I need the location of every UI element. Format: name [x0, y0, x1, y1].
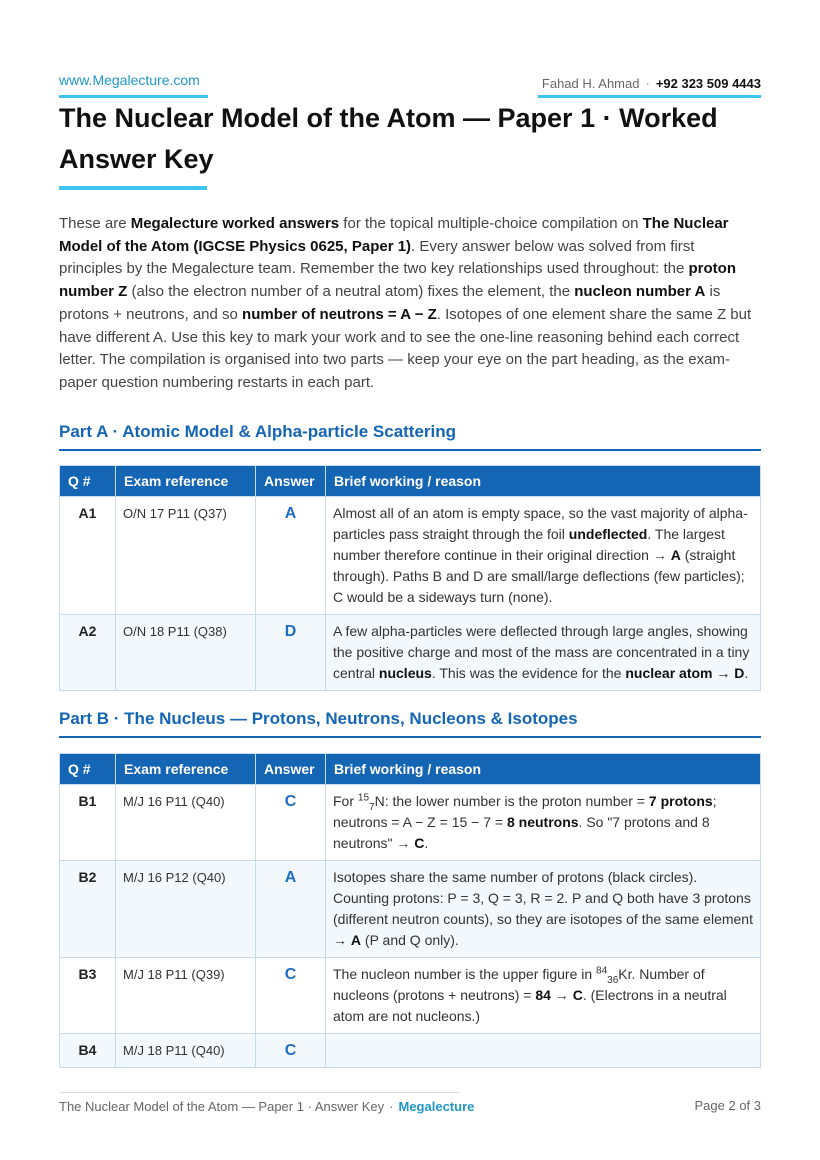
intro-text: . Every answer below was solved from first principles by the Megalecture team. Remember the two key relationships used throughout: the	[59, 237, 695, 278]
col-header-q: Q #	[60, 466, 116, 497]
nucleon-superscript: 84	[596, 965, 608, 977]
part-b-table	[59, 753, 761, 1068]
reason-text: A few alpha-particles were deflected through large angles, showing the positive charge and most of the mass are concentrated in a tiny central	[333, 623, 750, 681]
reason-text: For	[333, 793, 358, 809]
reason-bold: undeflected	[568, 526, 648, 542]
question-number: B3	[60, 958, 116, 1034]
col-header-reason: Brief working / reason	[326, 466, 761, 497]
question-number: B1	[60, 785, 116, 861]
intro-bold: Megalecture worked answers	[130, 215, 340, 232]
part-a-heading: Part A · Atomic Model & Alpha-particle Scattering	[59, 422, 761, 451]
intro-bold: number of neutrons = A − Z	[242, 305, 437, 323]
footer-separator: ·	[389, 1099, 394, 1114]
col-header-ref: Exam reference	[116, 466, 256, 497]
footer-doc-info	[59, 1099, 474, 1114]
col-header-ref: Exam reference	[116, 754, 256, 785]
reason-cell	[326, 785, 761, 861]
reason-cell	[326, 958, 761, 1034]
table-row	[60, 958, 761, 1034]
reason-bold: 8 neutrons	[506, 814, 579, 830]
reason-text: (straight through). Paths B and D are small/large deflections (few particles); C would be a sideways turn (none).	[333, 547, 745, 605]
answer-letter: C	[256, 1034, 326, 1068]
proton-subscript: 7	[369, 801, 375, 813]
reason-cell	[326, 1034, 761, 1068]
table-header-row	[60, 754, 761, 785]
table-row	[60, 615, 761, 691]
intro-bold: proton number Z	[59, 260, 736, 301]
table-row	[60, 497, 761, 615]
reason-text: Almost all of an atom is empty space, so the vast majority of alpha-particles pass straight through the foil	[333, 505, 748, 542]
intro-paragraph	[59, 213, 761, 395]
reason-text: . So "7 protons and 8 neutrons" →	[333, 814, 710, 851]
reason-text: .	[424, 835, 429, 851]
question-number: A2	[60, 615, 116, 691]
contact-separator: ·	[645, 76, 650, 91]
reason-bold: C	[572, 987, 583, 1003]
reason-text: (P and Q only).	[361, 932, 459, 948]
reason-text: Kr. Number of nucleons (protons + neutrons) =	[333, 966, 705, 1003]
reason-text: Isotopes share the same number of protons (black circles). Counting protons: P = 3, Q = 3, R = 2. P and Q both have 3 protons (different neutron counts), so they are isotopes of the same element →	[333, 869, 753, 948]
footer-doc-title: The Nuclear Model of the Atom — Paper 1 · Answer Key	[59, 1099, 385, 1114]
reason-bold: 7 protons	[648, 793, 713, 809]
table-header-row	[60, 466, 761, 497]
footer-divider	[59, 1092, 459, 1093]
part-b-heading: Part B · The Nucleus — Protons, Neutrons, Nucleons & Isotopes	[59, 709, 761, 738]
reason-bold: A	[670, 547, 681, 563]
intro-bold: The Nuclear Model of the Atom (IGCSE Physics 0625, Paper 1)	[59, 215, 729, 255]
title-underline	[59, 186, 207, 190]
exam-reference: O/N 18 P11 (Q38)	[116, 615, 256, 691]
col-header-answer: Answer	[256, 466, 326, 497]
exam-reference: M/J 16 P12 (Q40)	[116, 861, 256, 958]
reason-text: The nucleon number is the upper figure in	[333, 966, 597, 982]
col-header-q: Q #	[60, 754, 116, 785]
answer-letter: A	[256, 861, 326, 958]
reason-text: . The largest number therefore continue in their original direction →	[333, 526, 725, 563]
site-link[interactable]: www.Megalecture.com	[59, 72, 200, 88]
reason-text: .	[744, 665, 749, 681]
answer-letter: C	[256, 958, 326, 1034]
page-title: The Nuclear Model of the Atom — Paper 1 · Worked Answer Key	[59, 103, 718, 174]
phone-number: +92 323 509 4443	[655, 76, 761, 91]
reason-cell	[326, 615, 761, 691]
intro-text: for the topical multiple-choice compilation on	[339, 215, 643, 232]
intro-text: (also the electron number of a neutral atom) fixes the element, the	[127, 283, 575, 301]
intro-text: is protons + neutrons, and so	[59, 283, 721, 323]
question-number: B2	[60, 861, 116, 958]
question-number: B4	[60, 1034, 116, 1068]
reason-bold: nuclear atom → D	[625, 665, 745, 681]
reason-cell	[326, 497, 761, 615]
part-a-table	[59, 465, 761, 691]
intro-bold: nucleon number A	[574, 283, 706, 301]
nucleon-superscript: 15	[357, 792, 370, 804]
reason-bold: 84	[535, 987, 551, 1003]
reason-cell	[326, 861, 761, 958]
answer-letter: D	[256, 615, 326, 691]
question-number: A1	[60, 497, 116, 615]
col-header-answer: Answer	[256, 754, 326, 785]
intro-text: . Isotopes of one element share the same Z but have different A. Use this key to mark your work and to see the one-line reasoning behind each correct letter. The compilation is organised into two parts — keep your eye on the part heading, as the exam-paper question numbering restarts in each part.	[59, 305, 752, 391]
table-row	[60, 861, 761, 958]
answer-letter: A	[256, 497, 326, 615]
reason-bold: C	[414, 835, 425, 851]
reason-text: . (Electrons in a neutral atom are not nucleons.)	[333, 987, 727, 1024]
table-row	[60, 785, 761, 861]
answer-letter: C	[256, 785, 326, 861]
col-header-reason: Brief working / reason	[326, 754, 761, 785]
reason-text: ; neutrons = A − Z = 15 − 7 =	[333, 793, 717, 830]
reason-bold: A	[350, 932, 362, 948]
page-number: Page 2 of 3	[694, 1098, 761, 1113]
reason-text: . This was the evidence for the	[431, 665, 626, 681]
exam-reference: O/N 17 P11 (Q37)	[116, 497, 256, 615]
reason-bold: nucleus	[378, 665, 432, 681]
exam-reference: M/J 16 P11 (Q40)	[116, 785, 256, 861]
intro-text: These are	[59, 215, 131, 232]
footer-brand: Megalecture	[398, 1099, 475, 1114]
reason-text: N: the lower number is the proton number =	[374, 793, 649, 809]
exam-reference: M/J 18 P11 (Q39)	[116, 958, 256, 1034]
exam-reference: M/J 18 P11 (Q40)	[116, 1034, 256, 1068]
table-row	[60, 1034, 761, 1068]
contact-info	[542, 76, 761, 91]
reason-text: →	[550, 987, 573, 1003]
proton-subscript: 36	[607, 974, 619, 986]
author-name: Fahad H. Ahmad	[541, 76, 640, 91]
